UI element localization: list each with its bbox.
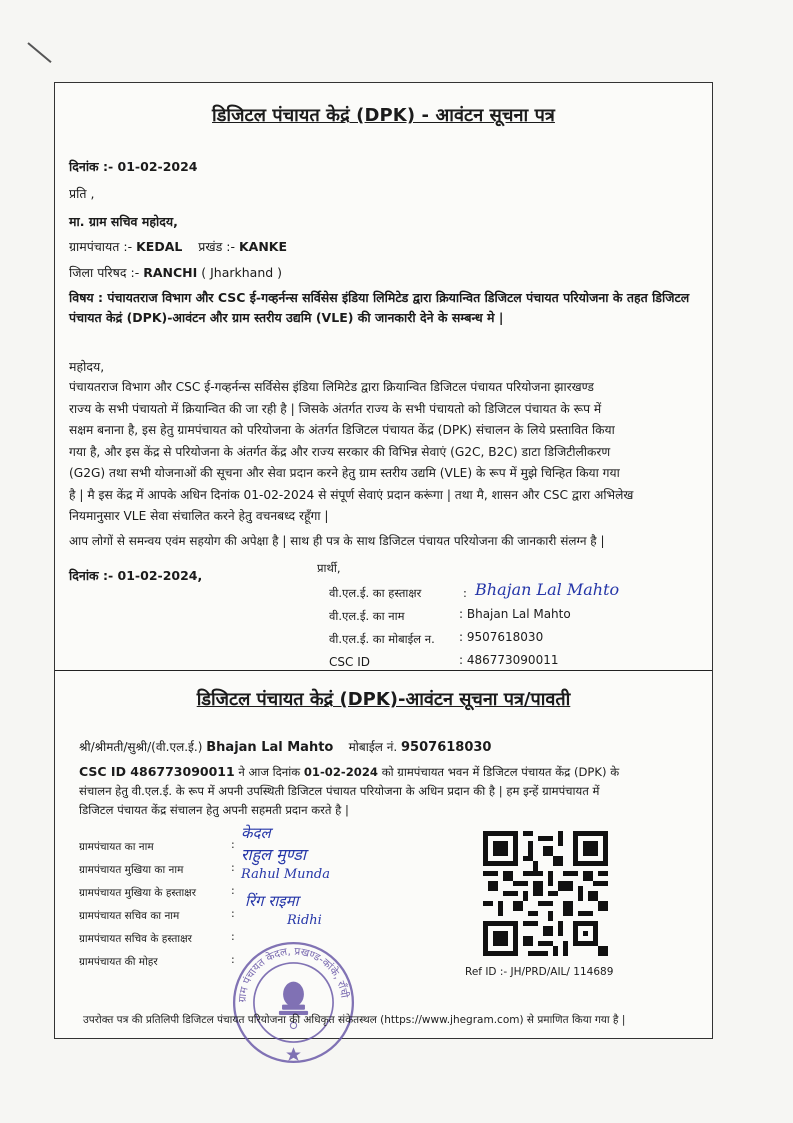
salutation-to: मा. ग्राम सचिव महोदय, bbox=[69, 214, 178, 229]
panchayat-seal-icon bbox=[231, 940, 356, 1065]
body-line: गया है, और इस केंद्र से परियोजना के अंतर्गत केंद्र और राज्य सरकार की विभिन्न सेवाएं (G2C, B2C) डाटा डिजिटीलीकरण bbox=[69, 444, 611, 459]
receipt-vle-name: Bhajan Lal Mahto bbox=[206, 740, 334, 755]
letter-title: डिजिटल पंचायत केद्रं (DPK) - आवंटन सूचना पत्र bbox=[212, 105, 555, 126]
receipt-text: ने आज दिनांक bbox=[238, 765, 301, 779]
jila-label: जिला परिषद :- bbox=[69, 265, 140, 280]
state-value: ( Jharkhand ) bbox=[201, 265, 283, 280]
ref-id: Ref ID :- JH/PRD/AIL/ 114689 bbox=[465, 966, 614, 978]
handwritten-mukhiya-name: राहुल मुण्डा bbox=[241, 845, 306, 864]
handwritten-mukhiya-signature: Rahul Munda bbox=[241, 867, 331, 882]
vle-prefix: श्री/श्रीमती/सुश्री/(वी.एल.ई.) bbox=[79, 740, 203, 754]
gram-panchayat-label: ग्रामपंचायत :- bbox=[69, 239, 133, 254]
vle-name-label: वी.एल.ई. का नाम bbox=[329, 609, 405, 623]
body-line: है | मै इस केंद्र में आपके अधिन दिनांक 01-02-2024 से संपूर्ण सेवाएं प्रदान करूंगा | तथा मै, शासन और CSC द्वारा अभिलेख bbox=[69, 487, 634, 502]
field-colon: : bbox=[231, 907, 235, 920]
footer-note: उपरोक्त पत्र की प्रतिलिपी डिजिटल पंचायत परियोजना की अधिकृत संकेतस्थल (https://www.jhegram.com) से प्रमाणित किया गया है | bbox=[83, 1014, 626, 1026]
body-line: नियमानुसार VLE सेवा संचालित करने हेतु वचनबध्द रहूँगा | bbox=[69, 509, 329, 523]
vle-sign-label: वी.एल.ई. का हस्ताक्षर bbox=[329, 586, 422, 600]
body-line: सक्षम बनाना है, इस हेतु ग्रामपंचायत को परियोजना के अंतर्गत डिजिटल पंचायत केंद्र (DPK) संचालन के लिये प्रस्तावित किया bbox=[69, 423, 615, 437]
vle-name-value: : Bhajan Lal Mahto bbox=[459, 607, 571, 621]
receipt-line-3: डिजिटल पंचायत केंद्र संचालन हेतु अपनी सहमती प्रदान करते है | bbox=[79, 803, 349, 817]
body-line: पंचायतराज विभाग और CSC ई-गव्हर्नन्स सर्विसेस इंडिया लिमिटेड द्वारा क्रियान्वित डिजिटल पंचायत परियोजना झारखण्ड bbox=[69, 380, 594, 394]
vle-sign-colon: : bbox=[463, 586, 467, 600]
receipt-text: को ग्रामपंचायत भवन में डिजिटल पंचायत केंद्र (DPK) के bbox=[381, 765, 620, 779]
field-label: ग्रामपंचायत की मोहर bbox=[79, 956, 158, 968]
cooperation-line: आप लोगों से समन्वय एवंम सहयोग की अपेक्षा है | साथ ही पत्र के साथ डिजिटल पंचायत परियोजना की जानकारी संलग्न है | bbox=[69, 534, 605, 548]
date-line: दिनांक :- 01-02-2024 bbox=[69, 159, 198, 174]
subject: विषय : पंचायतराज विभाग और CSC ई-गव्हर्नन्स सर्विसेस इंडिया लिमिटेड द्वारा क्रियान्वित डिजिटल पंचायत परियोजना के तहत डिजिटल पंचायत केद्रं (DPK)-आवंटन और ग्राम स्तरीय उद्यमि (VLE) की जानकारी देने के सम्बन्ध मे | bbox=[69, 290, 690, 325]
seal-text: ग्राम पंचायत केदल, प्रखण्ड-कांके, राँची bbox=[236, 945, 351, 1003]
receipt-vle-line bbox=[79, 738, 491, 755]
receipt-line-1 bbox=[79, 762, 709, 782]
receipt-csc-id: CSC ID 486773090011 bbox=[79, 764, 235, 779]
prakhand-value: KANKE bbox=[238, 239, 288, 254]
csc-id-value: : 486773090011 bbox=[459, 653, 559, 667]
receipt-mobile-label: मोबाईल नं. bbox=[348, 740, 398, 754]
receipt-date: 01-02-2024 bbox=[303, 765, 378, 779]
vle-mobile-label: वी.एल.ई. का मोबाईल न. bbox=[329, 632, 435, 646]
receipt-line-2: संचालन हेतु वी.एल.ई. के रूप में अपनी उपस्थिती डिजिटल पंचायत परियोजना के अधिन प्रदान की है | हम इन्हें ग्रामपंचायत में bbox=[79, 784, 600, 798]
date-line-2: दिनांक :- 01-02-2024, bbox=[69, 568, 203, 583]
body-line: (G2G) तथा सभी योजनाओं की सूचना और सेवा प्रदान करने हेतु ग्राम स्तरीय उद्यमि (VLE) के रूप में मुझे चिन्हित किया गया bbox=[69, 466, 620, 480]
body-line: राज्य के सभी पंचायतो में क्रियान्वित की जा रही है | जिसके अंतर्गत राज्य के सभी पंचायतो को डिजिटल पंचायत के रूप में bbox=[69, 401, 602, 416]
section-divider bbox=[55, 670, 712, 671]
csc-id-label: CSC ID bbox=[329, 655, 370, 669]
field-colon: : bbox=[231, 953, 235, 966]
vle-signature: Bhajan Lal Mahto bbox=[475, 580, 620, 599]
jila-value: RANCHI bbox=[143, 265, 198, 280]
prati: प्रति , bbox=[69, 186, 95, 201]
handwritten-sachiv-name: रिंग राइमा bbox=[245, 892, 299, 910]
field-label: ग्रामपंचायत का नाम bbox=[79, 841, 154, 853]
vle-mobile-value: : 9507618030 bbox=[459, 630, 544, 644]
handwritten-panchayat-name: केदल bbox=[241, 824, 271, 842]
field-label: ग्रामपंचायत मुखिया का नाम bbox=[79, 864, 184, 876]
field-label: ग्रामपंचायत सचिव के हस्ताक्षर bbox=[79, 933, 192, 945]
field-colon: : bbox=[231, 930, 235, 943]
mahoday: महोदय, bbox=[69, 359, 105, 374]
receipt-title: डिजिटल पंचायत केद्रं (DPK)-आवंटन सूचना पत्र/पावती bbox=[196, 689, 571, 710]
body-paragraph bbox=[69, 377, 705, 528]
prakhand-label: प्रखंड :- bbox=[198, 239, 235, 254]
gram-panchayat-line bbox=[69, 238, 287, 255]
receipt-paragraph bbox=[79, 762, 709, 820]
receipt-mobile: 9507618030 bbox=[401, 740, 492, 755]
handwritten-sachiv-signature: Ridhi bbox=[287, 913, 322, 928]
scan-mark bbox=[27, 42, 51, 63]
letter-frame bbox=[54, 82, 713, 1039]
jila-line bbox=[69, 264, 282, 281]
field-colon: : bbox=[231, 861, 235, 874]
field-label: ग्रामपंचायत सचिव का नाम bbox=[79, 910, 180, 922]
field-colon: : bbox=[231, 884, 235, 897]
prarthi: प्रार्थी, bbox=[317, 561, 341, 575]
qr-code-icon bbox=[483, 831, 608, 956]
gram-panchayat-value: KEDAL bbox=[136, 239, 183, 254]
field-label: ग्रामपंचायत मुखिया के हस्ताक्षर bbox=[79, 887, 197, 899]
field-colon: : bbox=[231, 838, 235, 851]
